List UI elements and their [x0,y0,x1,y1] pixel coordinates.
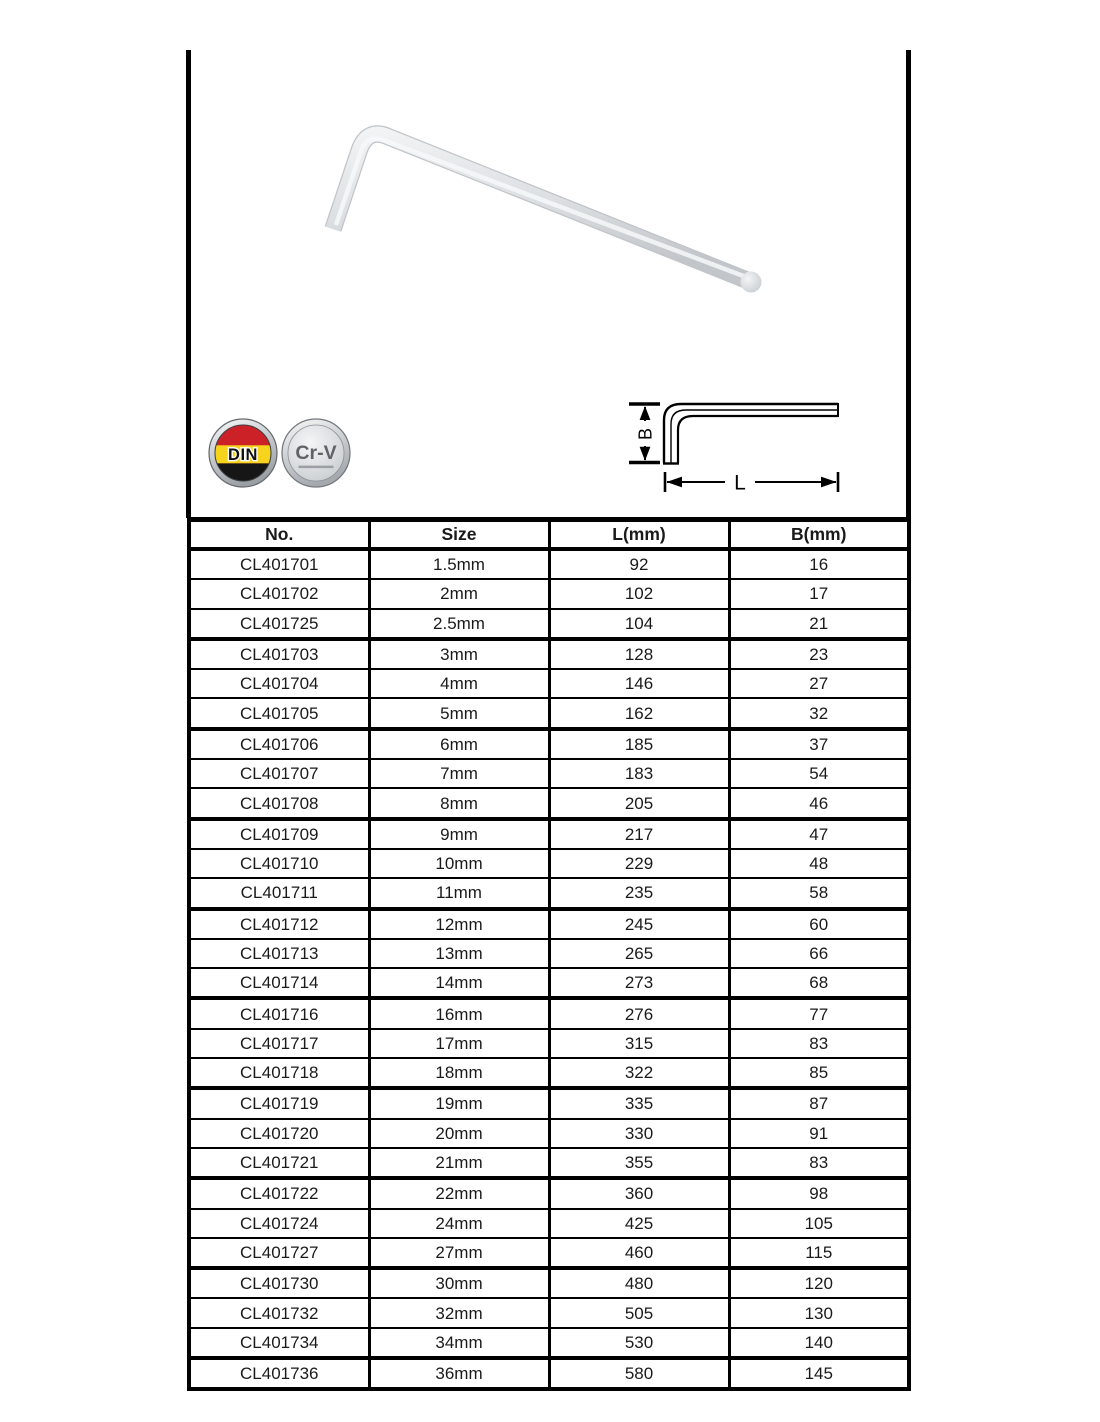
cell-l-mm: 460 [549,1238,729,1268]
cell-size: 21mm [369,1148,549,1178]
cell-l-mm: 92 [549,549,729,579]
cell-size: 20mm [369,1119,549,1148]
cell-l-mm: 104 [549,609,729,639]
cell-l-mm: 480 [549,1268,729,1298]
table-row [189,1148,909,1178]
l-dimension-right-arrow [821,477,837,488]
cell-size: 22mm [369,1178,549,1208]
cell-l-mm: 245 [549,909,729,939]
cell-no: CL401722 [189,1178,369,1208]
cell-b-mm: 140 [729,1328,909,1358]
cell-size: 34mm [369,1328,549,1358]
table-row [189,609,909,639]
table-row [189,849,909,878]
cell-l-mm: 229 [549,849,729,878]
hex-key-ball-end [741,272,762,293]
cell-size: 32mm [369,1298,549,1327]
col-header-no: No. [189,520,369,550]
cell-no: CL401717 [189,1029,369,1058]
cell-b-mm: 66 [729,939,909,968]
cell-size: 2mm [369,579,549,608]
cell-b-mm: 17 [729,579,909,608]
cell-size: 19mm [369,1088,549,1118]
cell-l-mm: 146 [549,669,729,698]
table-row [189,698,909,728]
table-row [189,1268,909,1298]
cell-size: 2.5mm [369,609,549,639]
cell-b-mm: 98 [729,1178,909,1208]
cell-no: CL401734 [189,1328,369,1358]
cell-size: 36mm [369,1358,549,1389]
table-row [189,1238,909,1268]
cell-b-mm: 47 [729,819,909,849]
header-row [189,520,909,550]
cell-b-mm: 105 [729,1209,909,1238]
table-row [189,909,909,939]
cell-size: 24mm [369,1209,549,1238]
diagram-key-outer-line [664,404,838,463]
diagram-key-inner-line [678,416,838,463]
cell-size: 13mm [369,939,549,968]
cell-no: CL401716 [189,998,369,1028]
cell-size: 10mm [369,849,549,878]
cell-b-mm: 91 [729,1119,909,1148]
cell-no: CL401732 [189,1298,369,1327]
din-badge [208,418,278,488]
cell-no: CL401736 [189,1358,369,1389]
cell-no: CL401718 [189,1058,369,1088]
cell-size: 18mm [369,1058,549,1088]
cell-no: CL401703 [189,639,369,669]
cell-b-mm: 21 [729,609,909,639]
cell-l-mm: 322 [549,1058,729,1088]
cell-no: CL401725 [189,609,369,639]
spec-table-body [189,549,909,1389]
col-header-size: Size [369,520,549,550]
table-row [189,549,909,579]
table-row [189,819,909,849]
cell-no: CL401702 [189,579,369,608]
page-frame-left-border [186,50,191,518]
cell-no: CL401714 [189,968,369,998]
cell-size: 1.5mm [369,549,549,579]
cell-l-mm: 217 [549,819,729,849]
cell-b-mm: 85 [729,1058,909,1088]
hex-key-photo [300,88,800,318]
cell-no: CL401710 [189,849,369,878]
cell-l-mm: 183 [549,759,729,788]
cell-no: CL401720 [189,1119,369,1148]
hex-key-body [333,134,749,281]
cell-no: CL401724 [189,1209,369,1238]
table-row [189,759,909,788]
cell-no: CL401701 [189,549,369,579]
table-row [189,1328,909,1358]
table-row [189,998,909,1028]
table-row [189,1358,909,1389]
cell-no: CL401708 [189,788,369,818]
cell-b-mm: 27 [729,669,909,698]
cell-size: 6mm [369,729,549,759]
cell-l-mm: 330 [549,1119,729,1148]
cell-size: 9mm [369,819,549,849]
cell-b-mm: 23 [729,639,909,669]
cell-size: 7mm [369,759,549,788]
cell-size: 14mm [369,968,549,998]
table-row [189,968,909,998]
b-dimension-up-arrow [640,406,651,420]
cell-b-mm: 68 [729,968,909,998]
table-row [189,1178,909,1208]
table-row [189,878,909,908]
cell-b-mm: 120 [729,1268,909,1298]
cell-size: 3mm [369,639,549,669]
cell-size: 12mm [369,909,549,939]
cell-l-mm: 355 [549,1148,729,1178]
cell-no: CL401704 [189,669,369,698]
crv-badge [281,418,351,488]
cell-no: CL401705 [189,698,369,728]
spec-table [187,517,911,1391]
cell-b-mm: 145 [729,1358,909,1389]
cell-l-mm: 505 [549,1298,729,1327]
cell-no: CL401727 [189,1238,369,1268]
crv-badge-label: Cr-V [295,442,337,465]
cell-l-mm: 425 [549,1209,729,1238]
b-dimension-down-arrow [640,447,651,461]
cell-size: 4mm [369,669,549,698]
cell-l-mm: 102 [549,579,729,608]
cell-l-mm: 235 [549,878,729,908]
cell-b-mm: 83 [729,1148,909,1178]
cell-b-mm: 54 [729,759,909,788]
cell-b-mm: 87 [729,1088,909,1118]
cell-b-mm: 46 [729,788,909,818]
table-row [189,1058,909,1088]
table-row [189,729,909,759]
cell-l-mm: 128 [549,639,729,669]
cell-no: CL401730 [189,1268,369,1298]
cell-b-mm: 48 [729,849,909,878]
cell-size: 17mm [369,1029,549,1058]
cell-l-mm: 265 [549,939,729,968]
cell-size: 30mm [369,1268,549,1298]
cell-size: 16mm [369,998,549,1028]
cell-no: CL401711 [189,878,369,908]
cell-b-mm: 60 [729,909,909,939]
table-row [189,669,909,698]
page-frame-right-border [906,50,911,518]
cell-size: 8mm [369,788,549,818]
cell-no: CL401719 [189,1088,369,1118]
cell-b-mm: 115 [729,1238,909,1268]
cell-b-mm: 37 [729,729,909,759]
cell-b-mm: 58 [729,878,909,908]
cell-l-mm: 162 [549,698,729,728]
table-row [189,788,909,818]
table-row [189,1088,909,1118]
cell-no: CL401721 [189,1148,369,1178]
table-row [189,1209,909,1238]
table-row [189,639,909,669]
cell-l-mm: 273 [549,968,729,998]
l-dimension-label: L [734,471,746,495]
cell-size: 11mm [369,878,549,908]
cell-l-mm: 315 [549,1029,729,1058]
cell-l-mm: 185 [549,729,729,759]
cell-no: CL401706 [189,729,369,759]
cell-l-mm: 530 [549,1328,729,1358]
cell-b-mm: 83 [729,1029,909,1058]
table-row [189,1298,909,1327]
table-row [189,1029,909,1058]
cell-l-mm: 360 [549,1178,729,1208]
cell-b-mm: 16 [729,549,909,579]
cell-b-mm: 130 [729,1298,909,1327]
cell-l-mm: 205 [549,788,729,818]
cell-size: 27mm [369,1238,549,1268]
cell-l-mm: 335 [549,1088,729,1118]
din-badge-label: DIN [228,446,258,465]
cell-b-mm: 32 [729,698,909,728]
table-row [189,1119,909,1148]
l-dimension-left-arrow [667,477,683,488]
cell-no: CL401709 [189,819,369,849]
table-row [189,939,909,968]
cell-l-mm: 276 [549,998,729,1028]
cell-no: CL401713 [189,939,369,968]
cell-size: 5mm [369,698,549,728]
cell-l-mm: 580 [549,1358,729,1389]
diagram-key-middle-line [671,410,838,463]
spec-table-header [189,520,909,550]
dimension-diagram [605,390,855,502]
table-row [189,579,909,608]
b-dimension-label: B [635,427,656,441]
cell-no: CL401712 [189,909,369,939]
cell-no: CL401707 [189,759,369,788]
col-header-l: L(mm) [549,520,729,550]
col-header-b: B(mm) [729,520,909,550]
cell-b-mm: 77 [729,998,909,1028]
